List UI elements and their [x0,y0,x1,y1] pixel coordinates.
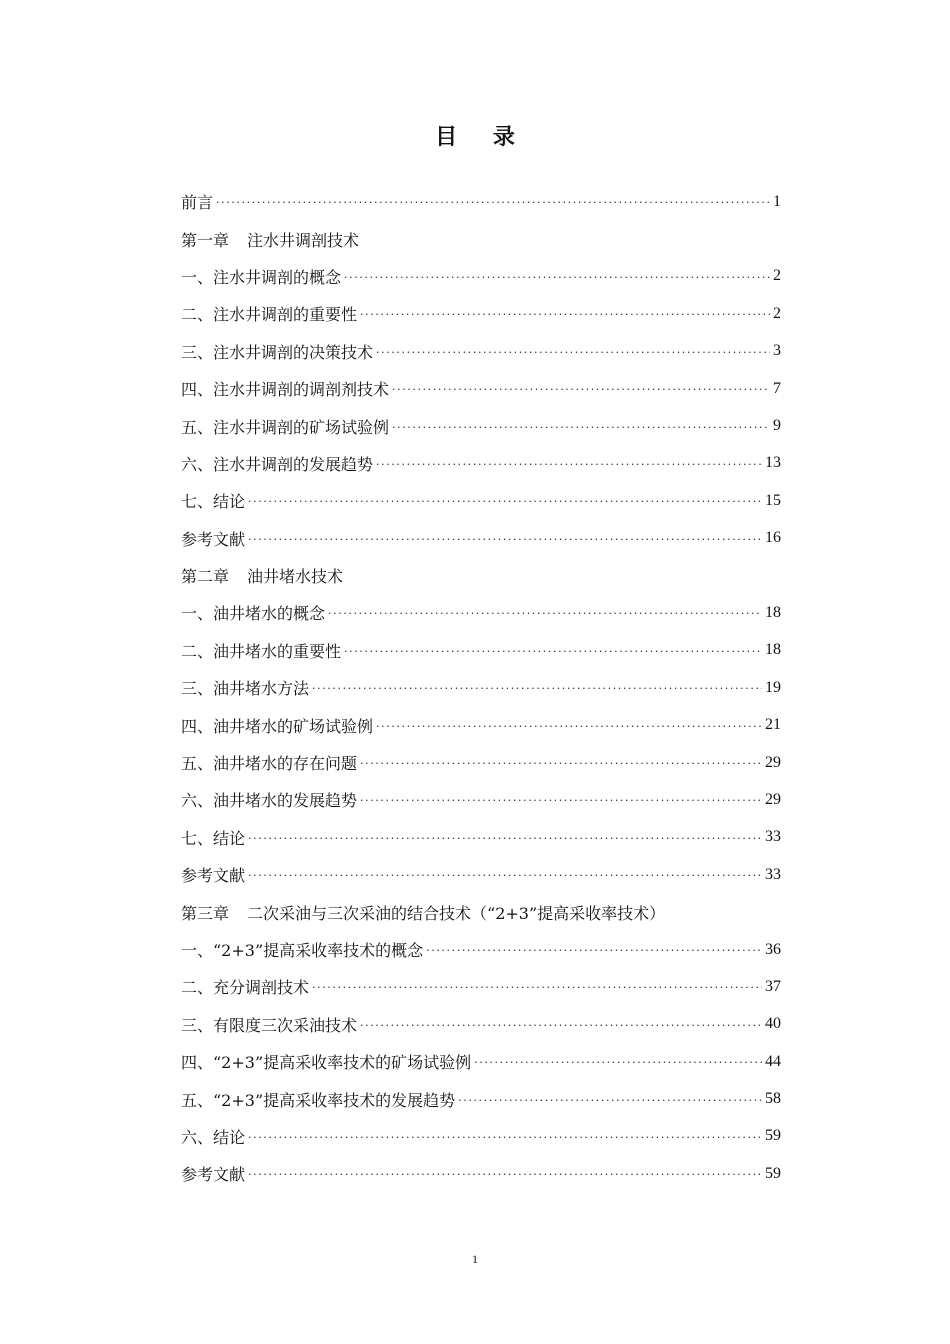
toc-entry[interactable] [181,632,781,669]
toc-entry-page: 7 [773,379,781,397]
toc-entry-label: 二、注水井调剖的重要性 [181,305,358,325]
chapter-title: 注水井调剖技术 [247,230,360,250]
dot-leader [360,794,762,807]
toc-entry-page: 1 [773,192,781,210]
toc-entry-page: 59 [765,1127,781,1145]
toc-entry-page: 44 [765,1052,781,1070]
toc-entry-page: 29 [765,753,781,771]
dot-leader [344,645,762,658]
toc-entry[interactable] [181,1118,781,1155]
toc-entry-label: 参考文献 [181,1165,246,1185]
toc-chapter-3-heading[interactable] [181,893,781,930]
toc-entry-page: 33 [765,828,781,846]
toc-entry-label: 五、“2+3”提高采收率技术的发展趋势 [181,1090,456,1110]
toc-entry-page: 9 [773,417,781,435]
toc-entry-label: 二、油井堵水的重要性 [181,641,342,661]
toc-entry[interactable] [181,258,781,295]
dot-leader [376,458,762,471]
toc-entry-page: 13 [765,454,781,472]
dot-leader [376,346,770,359]
toc-entry-preface[interactable] [181,183,781,220]
toc-entry-label: 五、油井堵水的存在问题 [181,754,358,774]
toc-entry[interactable] [181,706,781,743]
toc-entry-label: 前言 [181,193,214,213]
page-title: 目 录 [435,124,529,150]
dot-leader [360,1019,762,1032]
toc-chapter-2-heading[interactable] [181,557,781,594]
dot-leader [392,421,770,434]
toc-entry[interactable] [181,370,781,407]
toc-entry[interactable] [181,1006,781,1043]
chapter-number: 第三章 [181,903,230,923]
toc-entry-page: 37 [765,977,781,995]
toc-entry-page: 15 [765,491,781,509]
dot-leader [458,1094,762,1107]
toc-entry[interactable] [181,333,781,370]
toc-entry[interactable] [181,594,781,631]
dot-leader [360,757,762,770]
dot-leader [248,832,762,845]
toc-entry[interactable] [181,482,781,519]
toc-entry[interactable] [181,407,781,444]
toc-entry[interactable] [181,781,781,818]
toc-entry-label: 四、“2+3”提高采收率技术的矿场试验例 [181,1053,472,1073]
toc-entry-label: 四、注水井调剖的调剖剂技术 [181,380,390,400]
page-number-footer: 1 [472,1252,478,1266]
dot-leader [474,1056,762,1069]
toc-entry-label: 四、油井堵水的矿场试验例 [181,716,374,736]
toc-entry-page: 19 [765,678,781,696]
toc-chapter-1-heading[interactable] [181,220,781,257]
dot-leader [426,944,762,957]
dot-leader [248,1131,762,1144]
dot-leader [392,383,770,396]
toc-entry-page: 58 [765,1090,781,1108]
toc-entry-page: 2 [773,304,781,322]
toc-entry-label: 七、结论 [181,828,246,848]
toc-entry-page: 29 [765,790,781,808]
dot-leader [248,869,762,882]
toc-entry-label: 五、注水井调剖的矿场试验例 [181,417,390,437]
toc-entry-page: 59 [765,1164,781,1182]
toc-entry-label: 一、油井堵水的概念 [181,604,326,624]
toc-entry[interactable] [181,520,781,557]
dot-leader [312,981,762,994]
toc-entry-label: 参考文献 [181,866,246,886]
toc-entry-page: 36 [765,940,781,958]
toc-entry-page: 3 [773,342,781,360]
toc-entry[interactable] [181,445,781,482]
toc-entry-label: 七、结论 [181,492,246,512]
dot-leader [248,1168,762,1181]
toc-entry-label: 参考文献 [181,529,246,549]
toc-entry[interactable] [181,856,781,893]
chapter-number: 第二章 [181,567,230,587]
dot-leader [248,495,762,508]
toc-entry-label: 六、注水井调剖的发展趋势 [181,454,374,474]
toc-entry-page: 21 [765,716,781,734]
chapter-title: 二次采油与三次采油的结合技术（“2+3”提高采收率技术） [247,903,666,923]
toc-entry-label: 六、油井堵水的发展趋势 [181,791,358,811]
toc-entry[interactable] [181,819,781,856]
toc-entry[interactable] [181,1043,781,1080]
toc-entry[interactable] [181,669,781,706]
toc-entry-page: 2 [773,267,781,285]
dot-leader [312,682,762,695]
toc-entry[interactable] [181,931,781,968]
toc-entry-label: 一、注水井调剖的概念 [181,267,342,287]
dot-leader [328,607,762,620]
toc-entry-page: 16 [765,529,781,547]
toc-entry-label: 一、“2+3”提高采收率技术的概念 [181,941,424,960]
table-of-contents [181,183,781,1193]
toc-entry[interactable] [181,744,781,781]
toc-entry[interactable] [181,1155,781,1192]
dot-leader [248,533,762,546]
chapter-number: 第一章 [181,230,230,250]
toc-entry-page: 33 [765,865,781,883]
toc-entry-label: 三、有限度三次采油技术 [181,1015,358,1035]
chapter-title: 油井堵水技术 [247,567,344,587]
dot-leader [216,196,770,209]
toc-entry-label: 三、注水井调剖的决策技术 [181,342,374,362]
dot-leader [344,271,770,284]
toc-entry-page: 40 [765,1015,781,1033]
toc-entry-page: 18 [765,641,781,659]
dot-leader [376,720,762,733]
toc-entry-label: 六、结论 [181,1127,246,1147]
dot-leader [360,308,770,321]
toc-entry-label: 三、油井堵水方法 [181,679,310,699]
toc-entry-label: 二、充分调剖技术 [181,978,310,998]
toc-entry[interactable] [181,1080,781,1117]
toc-entry[interactable] [181,968,781,1005]
toc-entry-page: 18 [765,603,781,621]
toc-entry[interactable] [181,295,781,332]
